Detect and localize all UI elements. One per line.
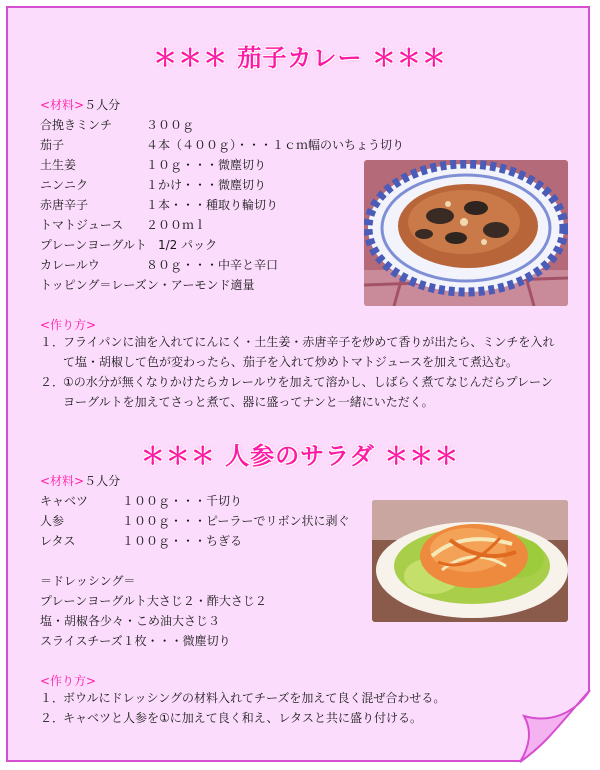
ingredient-name: トマトジュース — [40, 218, 124, 232]
step-number: １． — [40, 691, 65, 705]
ingredient-amount: １０ｇ・・・微塵切り — [146, 158, 267, 172]
ingredient-amount: 1/2 パック — [158, 238, 218, 252]
step-text: ①の水分が無くなりかけたらカレールウを加えて溶かし、しばらく煮てなじんだらプレーンヨーグルトを加えてさっと煮て、器に盛ってナンと一緒にいただく。 — [63, 375, 553, 409]
ingredient-name: カレールウ — [40, 258, 100, 272]
curry-ingredient-row — [40, 176, 267, 193]
step-number: １． — [40, 335, 65, 349]
ingredient-amount: １００ｇ・・・ピーラーでリボン状に剥ぐ — [122, 514, 350, 528]
salad-ingredient-row — [40, 532, 243, 549]
curry-step — [40, 372, 560, 412]
curry-ingredient-row — [40, 256, 279, 273]
ingredient-amount: １００ｇ・・・ちぎる — [122, 534, 243, 548]
curry-title: ＊＊＊ 茄子カレー ＊＊＊ — [153, 44, 447, 72]
salad-step — [40, 708, 560, 728]
ingredient-name: 赤唐辛子 — [40, 198, 89, 212]
dressing-line: 塩・胡椒各少々・こめ油大さじ３ — [40, 614, 221, 628]
ingredient-amount: １かけ・・・微塵切り — [146, 178, 267, 192]
curry-ingredient-row — [40, 216, 207, 233]
curry-photo — [364, 160, 568, 306]
salad-method-label: <作り方> — [40, 674, 97, 688]
salad-servings: ５人分 — [84, 474, 121, 488]
curry-materials-label: <材料> — [40, 98, 85, 112]
salad-ingredient-row — [40, 492, 243, 509]
step-number: ２． — [40, 711, 65, 725]
salad-materials-label: <材料> — [40, 474, 85, 488]
dressing-line: スライスチーズ１枚・・・微塵切り — [40, 634, 231, 648]
salad-title: ＊＊＊ 人参のサラダ ＊＊＊ — [140, 442, 460, 470]
ingredient-name: 茄子 — [40, 138, 65, 152]
curry-servings: ５人分 — [84, 98, 121, 112]
step-number: ２． — [40, 375, 65, 389]
salad-step — [40, 688, 560, 708]
curry-method-header — [40, 316, 96, 333]
salad-method-header — [40, 672, 96, 689]
curry-materials-header — [40, 96, 120, 113]
curry-ingredient-row — [40, 196, 279, 213]
step-text: キャベツと人参を①に加えて良く和え、レタスと共に盛り付ける。 — [63, 711, 423, 725]
ingredient-name: ニンニク — [40, 178, 89, 192]
curry-method-label: <作り方> — [40, 318, 97, 332]
curry-ingredient-row — [40, 136, 405, 153]
ingredient-amount: ４本（４００ｇ）・・・１ｃｍ幅のいちょう切り — [146, 138, 405, 152]
step-text: ボウルにドレッシングの材料入れてチーズを加えて良く混ぜ合わせる。 — [63, 691, 446, 705]
ingredient-name: プレーンヨーグルト — [40, 238, 147, 252]
salad-photo — [372, 500, 568, 622]
curry-step — [40, 332, 560, 372]
curry-ingredient-row — [40, 116, 195, 133]
salad-ingredient-row — [40, 512, 350, 529]
ingredient-amount: １００ｇ・・・千切り — [122, 494, 243, 508]
ingredient-name: 人参 — [40, 514, 65, 528]
ingredient-name: 土生姜 — [40, 158, 77, 172]
ingredient-amount: ２００ｍｌ — [146, 218, 207, 232]
ingredient-amount: １本・・・種取り輪切り — [146, 198, 279, 212]
curry-topping: トッピング＝レーズン・アーモンド適量 — [40, 278, 255, 292]
ingredient-amount: ３００ｇ — [146, 118, 195, 132]
salad-materials-header — [40, 472, 120, 489]
curry-ingredient-row — [40, 156, 267, 173]
ingredient-name: 合挽きミンチ — [40, 118, 113, 132]
step-text: フライパンに油を入れてにんにく・土生姜・赤唐辛子を炒めて香りが出たら、ミンチを入れて塩・胡椒して色が変わったら、茄子を入れて炒めトマトジュースを加えて煮込む。 — [63, 335, 555, 369]
curry-ingredient-row — [40, 236, 218, 253]
dressing-line: プレーンヨーグルト大さじ２・酢大さじ２ — [40, 594, 267, 608]
ingredient-name: キャベツ — [40, 494, 89, 508]
ingredient-name: レタス — [40, 534, 76, 548]
ingredient-amount: ８０ｇ・・・中辛と辛口 — [146, 258, 279, 272]
dressing-title: ＝ドレッシング＝ — [40, 574, 136, 588]
